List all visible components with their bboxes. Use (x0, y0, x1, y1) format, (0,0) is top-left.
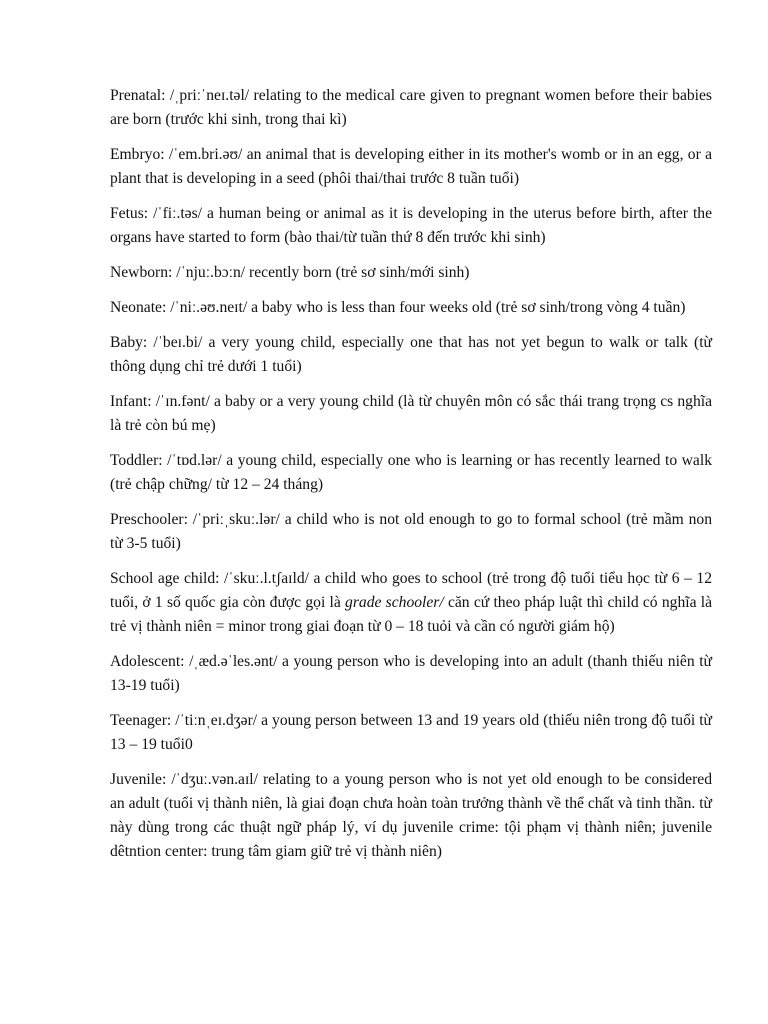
entry-definition-italic: grade schooler/ (345, 594, 444, 611)
entry-term: Fetus: (110, 205, 149, 222)
entry-definition: /ˈnjuː.bɔːn/ recently born (trẻ sơ sinh/mới sinh) (172, 264, 470, 281)
entry-term: Newborn: (110, 264, 173, 281)
entry-definition-continued: căn cứ theo pháp luật thì child có nghĩa là trẻ vị thành niên = minor trong giai đoạn từ 0 – 18 tuỏi và cần có người giám hộ) (110, 594, 712, 635)
entry-neonate (110, 296, 712, 320)
entry-term: School age child: (110, 570, 220, 587)
entry-fetus (110, 202, 712, 250)
entry-definition: /ˈtiːnˌeɪ.dʒər/ a young person between 13 and 19 years old (thiếu niên trong độ tuổi từ 13 – 19 tuổi0 (110, 712, 712, 753)
entry-term: Teenager: (110, 712, 172, 729)
entry-definition: /ˈskuː.l.tʃaɪld/ a child who goes to school (trẻ trong độ tuổi tiểu học từ 6 – 12 tuổi, ở 1 số quốc gia còn được gọi là (110, 570, 713, 611)
entry-term: Preschooler: (110, 511, 188, 528)
entry-preschooler (110, 508, 712, 556)
entry-definition: /ˈbeɪ.bi/ a very young child, especially one that has not yet begun to walk or talk (từ thông dụng chỉ trẻ dưới 1 tuổi) (110, 334, 712, 375)
entry-term: Juvenile: (110, 771, 167, 788)
entry-adolescent (110, 650, 712, 698)
entry-teenager (110, 709, 712, 757)
entry-baby (110, 331, 712, 379)
entry-definition: /ˈem.bri.əʊ/ an animal that is developing either in its mother's womb or in an egg, or a plant that is developing in a seed (phôi thai/thai trước 8 tuần tuổi) (110, 146, 712, 187)
entry-school-age-child (110, 567, 712, 639)
entry-newborn (110, 261, 712, 285)
entry-definition: /ˈniː.əʊ.neɪt/ a baby who is less than four weeks old (trẻ sơ sinh/trong vòng 4 tuần) (166, 299, 686, 316)
entry-term: Prenatal: (110, 87, 166, 104)
entry-term: Adolescent: (110, 653, 185, 670)
entry-definition: /ˈdʒuː.vən.aɪl/ relating to a young person who is not yet old enough to be considered an adult (tuổi vị thành niên, là giai đoạn chưa hoàn toàn trưởng thành về thể chất và tinh thần. từ này dùng trong các thuật ngữ pháp lý, ví dụ juvenile crime: tội phạm vị thành niên; juvenile dêtntion center: trung tâm giam giữ trẻ vị thành niên) (110, 771, 712, 860)
entry-definition: /ˈtɒd.lər/ a young child, especially one who is learning or has recently learned to walk (trẻ chập chững/ từ 12 – 24 tháng) (110, 452, 712, 493)
entry-definition: /ˈfiː.təs/ a human being or animal as it is developing in the uterus before birth, after the organs have started to form (bào thai/từ tuần thứ 8 đến trước khi sinh) (110, 205, 712, 246)
entry-term: Baby: (110, 334, 148, 351)
entry-toddler (110, 449, 712, 497)
entry-term: Embryo: (110, 146, 165, 163)
entry-definition: /ˈɪn.fənt/ a baby or a very young child (là từ chuyên môn có sắc thái trang trọng cs nghĩa là trẻ còn bú mẹ) (110, 393, 712, 434)
entry-definition: /ˌæd.əˈles.ənt/ a young person who is developing into an adult (thanh thiếu niên từ 13-19 tuổi) (110, 653, 712, 694)
entry-term: Infant: (110, 393, 152, 410)
entry-term: Toddler: (110, 452, 163, 469)
document-page (110, 84, 712, 875)
entry-definition: /ˌpriːˈneɪ.təl/ relating to the medical care given to pregnant women before their babies are born (trước khi sinh, trong thai kì) (110, 87, 712, 128)
entry-term: Neonate: (110, 299, 167, 316)
entry-juvenile (110, 768, 712, 864)
entry-prenatal (110, 84, 712, 132)
entry-embryo (110, 143, 712, 191)
entry-infant (110, 390, 712, 438)
entry-definition: /ˈpriːˌskuː.lər/ a child who is not old enough to go to formal school (trẻ mầm non từ 3-5 tuổi) (110, 511, 712, 552)
